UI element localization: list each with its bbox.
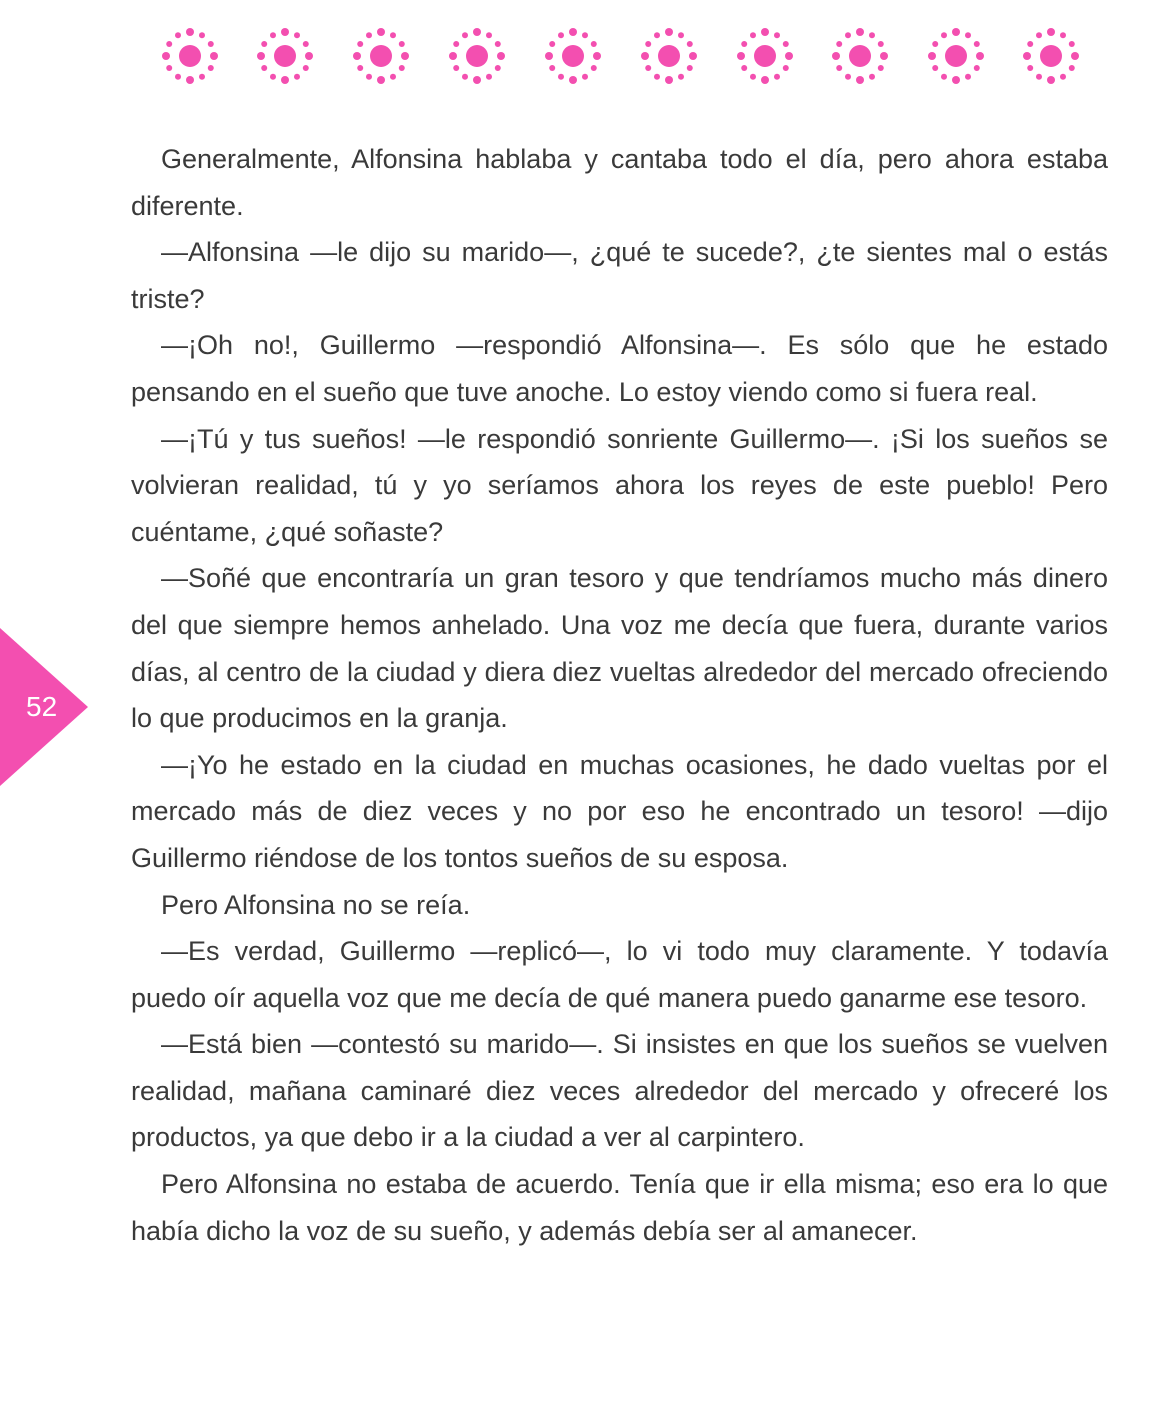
flower-ornament-icon [349,24,413,88]
flower-ornament-icon [253,24,317,88]
paragraph: —Es verdad, Guillermo —replicó—, lo vi todo muy claramente. Y todavía puedo oír aquella voz que me decía de qué manera puedo ganarme ese tesoro. [131,936,1108,1013]
paragraph: Generalmente, Alfonsina hablaba y cantaba todo el día, pero ahora estaba diferente. [131,144,1108,221]
ornament-row [0,0,1170,110]
paragraph: —¡Tú y tus sueños! —le respondió sonriente Guillermo—. ¡Si los sueños se volvieran realidad, tú y yo seríamos ahora los reyes de este pueblo! Pero cuéntame, ¿qué soñaste? [131,423,1108,547]
paragraph: —¡Yo he estado en la ciudad en muchas ocasiones, he dado vueltas por el mercado más de diez veces y no por eso he encontrado un tesoro! —dijo Guillermo riéndose de los tontos sueños de su esposa. [131,749,1108,873]
flower-ornament-icon [1019,24,1083,88]
paragraph: —Alfonsina —le dijo su marido—, ¿qué te sucede?, ¿te sientes mal o estás triste? [131,237,1108,314]
page-number: 52 [26,691,58,722]
page-number-marker [0,628,90,786]
flower-ornament-icon [541,24,605,88]
paragraph: —Está bien —contestó su marido—. Si insistes en que los sueños se vuelven realidad, mañana caminaré diez veces alrededor del mercado y ofreceré los productos, ya que debo ir a la ciudad a ver al carpintero. [131,1029,1108,1153]
paragraph: —¡Oh no!, Guillermo —respondió Alfonsina—. Es sólo que he estado pensando en el sueño que tuve anoche. Lo estoy viendo como si fuera real. [131,330,1108,407]
flower-ornament-icon [637,24,701,88]
paragraph: Pero Alfonsina no se reía. [161,889,471,920]
flower-ornament-icon [733,24,797,88]
flower-ornament-icon [924,24,988,88]
paragraph: —Soñé que encontraría un gran tesoro y que tendríamos mucho más dinero del que siempre hemos anhelado. Una voz me decía que fuera, durante varios días, al centro de la ciudad y diera diez vueltas alrededor del mercado ofreciendo lo que producimos en la granja. [131,563,1108,734]
paragraph: Pero Alfonsina no estaba de acuerdo. Tenía que ir ella misma; eso era lo que había dicho la voz de su sueño, y además debía ser al amanecer. [131,1169,1108,1246]
flower-ornament-icon [445,24,509,88]
flower-ornament-icon [158,24,222,88]
flower-ornament-icon [828,24,892,88]
story-text [131,136,1108,1254]
